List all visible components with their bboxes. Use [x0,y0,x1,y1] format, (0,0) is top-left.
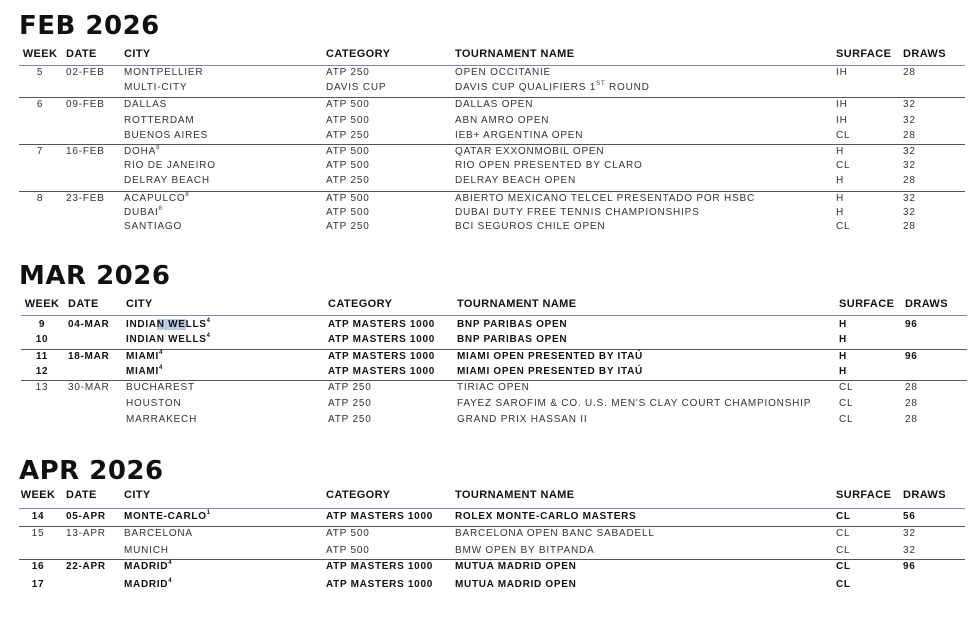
cell-city: BARCELONA [124,528,193,539]
cell-draws: 96 [905,351,918,362]
cell-city [124,561,172,572]
cell-surface: CL [836,528,851,539]
cell-week: 9 [38,319,46,330]
cell-draws: 32 [903,146,916,157]
superscript: ST [596,81,606,87]
cell-category: DAVIS CUP [326,82,387,93]
cell-week: 12 [35,366,49,377]
cell-tournament: GRAND PRIX HASSAN II [457,414,588,425]
cell-tournament: QATAR EXXONMOBIL OPEN [455,146,605,157]
cell-category: ATP 500 [326,528,370,539]
cell-category: ATP 500 [326,160,370,171]
cell-category: ATP MASTERS 1000 [326,579,433,590]
cell-category: ATP 500 [326,99,370,110]
cell-category: ATP 500 [326,545,370,556]
cell-city [124,511,211,522]
cell-draws: 32 [903,115,916,126]
footnote-marker: 8 [185,192,190,198]
header-rule [21,315,967,316]
cell-category: ATP 250 [326,130,370,141]
cell-city: BUCHAREST [126,382,195,393]
header-rule [19,65,965,66]
cell-surface: H [836,146,845,157]
column-header-city: CITY [124,489,151,501]
footnote-marker: 4 [206,333,211,339]
cell-week: 13 [35,382,49,393]
cell-category: ATP 250 [328,382,372,393]
cell-week: 17 [31,579,45,590]
footnote-marker: 4 [158,365,163,371]
column-header-surface: SURFACE [836,48,892,60]
cell-draws: 32 [903,207,916,218]
cell-date: 05-APR [66,511,106,522]
cell-tournament: ABN AMRO OPEN [455,115,550,126]
column-header-surface: SURFACE [839,298,895,310]
cell-surface: IH [836,115,848,126]
cell-category: ATP 500 [326,193,370,204]
cell-date: 16-FEB [66,146,105,157]
cell-draws: 32 [903,160,916,171]
cell-surface: CL [836,579,851,590]
cell-date: 23-FEB [66,193,105,204]
cell-surface: H [836,207,845,218]
cell-week: 16 [31,561,45,572]
column-header-city: CITY [126,298,153,310]
city-text: INDIAN WELLS [126,334,207,345]
footnote-marker: 4 [158,350,163,356]
cell-surface: H [839,319,847,330]
cell-category: ATP 250 [328,398,372,409]
cell-draws: 32 [903,528,916,539]
cell-week: 11 [36,351,48,362]
footnote-marker: 4 [168,560,173,566]
cell-category: ATP MASTERS 1000 [328,319,435,330]
cell-city: DALLAS [124,99,168,110]
cell-surface: CL [836,561,851,572]
cell-surface: IH [836,67,848,78]
section-title: FEB 2026 [19,11,160,41]
cell-tournament: BMW OPEN BY BITPANDA [455,545,595,556]
cell-city: MULTI-CITY [124,82,188,93]
cell-draws: 96 [903,561,916,572]
cell-draws: 28 [905,382,918,393]
cell-tournament: IEB+ ARGENTINA OPEN [455,130,584,141]
column-header-week: WEEK [22,48,58,60]
cell-category: ATP MASTERS 1000 [328,366,435,377]
cell-draws: 28 [905,398,918,409]
cell-tournament: ABIERTO MEXICANO TELCEL PRESENTADO POR HSBC [455,193,756,204]
cell-tournament: DALLAS OPEN [455,99,534,110]
text-selection-highlight: N WE [156,319,186,330]
cell-surface: H [836,175,845,186]
cell-surface: H [836,193,845,204]
cell-draws: 28 [905,414,918,425]
city-text: MIAMI [126,351,159,362]
cell-city: MARRAKECH [126,414,198,425]
column-header-category: CATEGORY [326,489,391,501]
cell-category: ATP 500 [326,115,370,126]
cell-category: ATP 250 [328,414,372,425]
cell-tournament: MUTUA MADRID OPEN [455,561,577,572]
cell-category: ATP MASTERS 1000 [326,511,433,522]
cell-tournament: RIO OPEN PRESENTED BY CLARO [455,160,643,171]
cell-city [126,366,163,377]
footnote-marker: 1 [206,510,211,516]
group-divider [19,526,965,527]
cell-surface: H [839,351,847,362]
column-header-week: WEEK [24,298,60,310]
cell-tournament: OPEN OCCITANIE [455,67,552,78]
cell-week: 8 [36,193,44,204]
cell-draws: 28 [903,67,916,78]
cell-city: ROTTERDAM [124,115,195,126]
cell-surface: CL [836,511,851,522]
cell-city [126,334,211,345]
section-title: MAR 2026 [19,261,171,291]
city-text: DOHA [124,146,157,157]
cell-city [124,207,163,218]
cell-surface: CL [836,545,851,556]
cell-week: 6 [36,99,44,110]
cell-surface: CL [836,130,851,141]
cell-draws: 96 [905,319,918,330]
cell-surface: CL [836,221,851,232]
cell-category: ATP MASTERS 1000 [326,561,433,572]
cell-category: ATP 250 [326,67,370,78]
city-text: MADRID [124,579,169,590]
cell-date: 18-MAR [68,351,110,362]
cell-category: ATP MASTERS 1000 [328,351,435,362]
cell-tournament [455,82,650,93]
cell-city: BUENOS AIRES [124,130,209,141]
cell-tournament: FAYEZ SAROFIM & CO. U.S. MEN'S CLAY COURT CHAMPIONSHIP [457,398,812,409]
city-text: MADRID [124,561,169,572]
column-header-tournament: TOURNAMENT NAME [455,489,575,501]
cell-category: ATP MASTERS 1000 [328,334,435,345]
cell-week: 5 [36,67,44,78]
cell-date: 04-MAR [68,319,110,330]
cell-draws: 28 [903,130,916,141]
city-text: MONTE-CARLO [124,511,207,522]
section-title: APR 2026 [19,456,164,486]
cell-week: 10 [35,334,49,345]
cell-category: ATP 500 [326,207,370,218]
city-text: INDIAN WELLS [126,319,207,330]
cell-city [124,146,160,157]
group-divider [21,380,967,381]
cell-city [124,579,172,590]
cell-draws: 32 [903,99,916,110]
cell-tournament: BNP PARIBAS OPEN [457,319,568,330]
cell-surface: CL [836,160,851,171]
cell-surface: IH [836,99,848,110]
column-header-surface: SURFACE [836,489,892,501]
cell-city [126,319,211,330]
column-header-draws: DRAWS [903,48,946,60]
cell-draws: 32 [903,545,916,556]
cell-city: MONTPELLIER [124,67,204,78]
cell-tournament: TIRIAC OPEN [457,382,530,393]
cell-date: 30-MAR [68,382,110,393]
cell-city: MUNICH [124,545,169,556]
cell-city: SANTIAGO [124,221,183,232]
cell-tournament: DUBAI DUTY FREE TENNIS CHAMPIONSHIPS [455,207,700,218]
column-header-draws: DRAWS [905,298,948,310]
footnote-marker: 8 [158,206,163,212]
cell-city: HOUSTON [126,398,182,409]
column-header-date: DATE [66,489,97,501]
cell-category: ATP 250 [326,221,370,232]
group-divider [19,191,965,192]
cell-surface: H [839,334,847,345]
column-header-week: WEEK [20,489,56,501]
cell-tournament: BNP PARIBAS OPEN [457,334,568,345]
footnote-marker: 8 [156,145,161,151]
cell-tournament: MIAMI OPEN PRESENTED BY ITAÚ [457,366,643,377]
cell-draws: 56 [903,511,916,522]
cell-tournament: DELRAY BEACH OPEN [455,175,577,186]
header-rule [19,508,965,509]
cell-tournament: BCI SEGUROS CHILE OPEN [455,221,606,232]
cell-tournament: ROLEX MONTE-CARLO MASTERS [455,511,637,522]
cell-tournament: MUTUA MADRID OPEN [455,579,577,590]
cell-tournament: BARCELONA OPEN BANC SABADELL [455,528,655,539]
footnote-marker: 4 [168,578,173,584]
cell-surface: CL [839,414,854,425]
cell-surface: H [839,366,847,377]
city-text: DUBAI [124,207,159,218]
cell-city [126,351,163,362]
footnote-marker: 4 [206,318,211,324]
cell-date: 02-FEB [66,67,105,78]
group-divider [19,144,965,145]
cell-category: ATP 500 [326,146,370,157]
cell-date: 22-APR [66,561,106,572]
cell-week: 14 [31,511,45,522]
tournament-suffix: ROUND [605,82,650,93]
cell-date: 13-APR [66,528,106,539]
cell-city [124,193,190,204]
cell-draws: 32 [903,193,916,204]
column-header-draws: DRAWS [903,489,946,501]
group-divider [19,97,965,98]
column-header-tournament: TOURNAMENT NAME [457,298,577,310]
cell-week: 15 [31,528,45,539]
column-header-category: CATEGORY [328,298,393,310]
city-text: MIAMI [126,366,159,377]
cell-tournament: MIAMI OPEN PRESENTED BY ITAÚ [457,351,643,362]
cell-surface: CL [839,398,854,409]
cell-surface: CL [839,382,854,393]
cell-draws: 28 [903,175,916,186]
cell-category: ATP 250 [326,175,370,186]
city-text: ACAPULCO [124,193,186,204]
column-header-date: DATE [68,298,99,310]
column-header-city: CITY [124,48,151,60]
cell-week: 7 [36,146,44,157]
cell-city: DELRAY BEACH [124,175,210,186]
column-header-tournament: TOURNAMENT NAME [455,48,575,60]
cell-city: RIO DE JANEIRO [124,160,216,171]
cell-date: 09-FEB [66,99,105,110]
group-divider [19,559,965,560]
column-header-date: DATE [66,48,97,60]
column-header-category: CATEGORY [326,48,391,60]
cell-draws: 28 [903,221,916,232]
tournament-text: DAVIS CUP QUALIFIERS 1 [455,82,597,93]
